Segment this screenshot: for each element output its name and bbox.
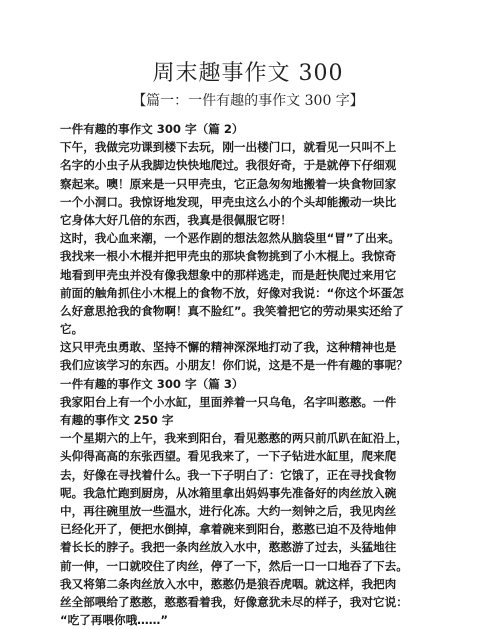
text-line: 前面的触角抓住小木棍上的食物不放，好像对我说：“你这个坏蛋怎 [60, 285, 404, 300]
text-line: 一个星期六的上午，我来到阳台，看见憨憨的两只前爪趴在缸沿上， [60, 431, 408, 446]
text-line: 我家阳台上有一个小水缸，里面养着一只乌龟，名字叫憨憨。一件 [60, 394, 397, 409]
document-title: 周末趣事作文 300 [152, 61, 344, 86]
text-line: 这只甲壳虫勇敢、坚持不懈的精神深深地打动了我，这种精神也是 [60, 340, 397, 355]
text-line: 已经化开了，便把水倒掉，拿着碗来到阳台，憨憨已迫不及待地伸 [60, 522, 397, 537]
text-line: 它。 [60, 322, 84, 337]
text-line: 去，好像在寻找着什么。我一下子明白了：它饿了，正在寻找食物 [60, 467, 397, 482]
text-line: 这时，我心血来潮，一个恶作剧的想法忽然从脑袋里“冒”了出来。 [60, 231, 400, 246]
text-line: 一件有趣的事作文 300 字（篇 3） [60, 376, 244, 391]
text-line: 头仰得高高的东张西望。看见我来了，一下子钻进水缸里，爬来爬 [60, 449, 397, 464]
text-line: 一件有趣的事作文 300 字（篇 2） [60, 122, 244, 136]
text-line: 我又将第二条肉丝放入水中，憨憨仍是狼吞虎咽。就这样，我把肉 [60, 576, 397, 591]
text-line: 么好意思抢我的食物啊！真不脸红”。我笑着把它的劳动果实还给了 [60, 303, 404, 318]
text-line: 前一伸，一口就咬住了肉丝，停了一下，然后一口一口地吞了下去。 [60, 558, 408, 573]
section-heading: 【篇一：一件有趣的事作文 300 字】 [132, 93, 364, 109]
text-line: “吃了再喂你哦……” [60, 613, 168, 628]
text-line: 名字的小虫子从我脚边快快地爬过。我很好奇，于是就停下仔细观 [60, 158, 397, 173]
text-line: 地看到甲壳虫并没有像我想象中的那样逃走，而是赶快爬过来用它 [60, 267, 397, 282]
text-line: 我们应该学习的东西。小朋友！你们说，这是不是一件有趣的事呢？ [60, 358, 408, 373]
text-line: 呢。我急忙跑到厨房，从冰箱里拿出妈妈事先准备好的肉丝放入碗 [60, 485, 397, 500]
text-line: 丝全部喂给了憨憨，憨憨看着我，好像意犹未尽的样子，我对它说： [60, 594, 408, 609]
text-line: 着长长的脖子。我把一条肉丝放入水中，憨憨游了过去，头猛地往 [60, 540, 397, 555]
text-line: 一个小洞口。我惊讶地发现，甲壳虫这么小的个头却能搬动一块比 [60, 194, 397, 209]
text-line: 有趣的事作文 250 字 [60, 413, 174, 427]
text-line: 下午，我做完功课到楼下去玩，刚一出楼门口，就看见一只叫不上 [60, 140, 397, 155]
article-body [60, 120, 448, 629]
text-line: 察起来。噢！原来是一只甲壳虫，它正急匆匆地搬着一块食物回家 [60, 176, 397, 191]
text-line: 我找来一根小木棍并把甲壳虫的那块食物挑到了小木棍上。我惊奇 [60, 249, 397, 264]
text-line: 它身体大好几倍的东西，我真是很佩服它呀！ [60, 212, 292, 227]
text-line: 中，再往碗里放一些温水，进行化冻。大约一刻钟之后，我见肉丝 [60, 503, 397, 518]
